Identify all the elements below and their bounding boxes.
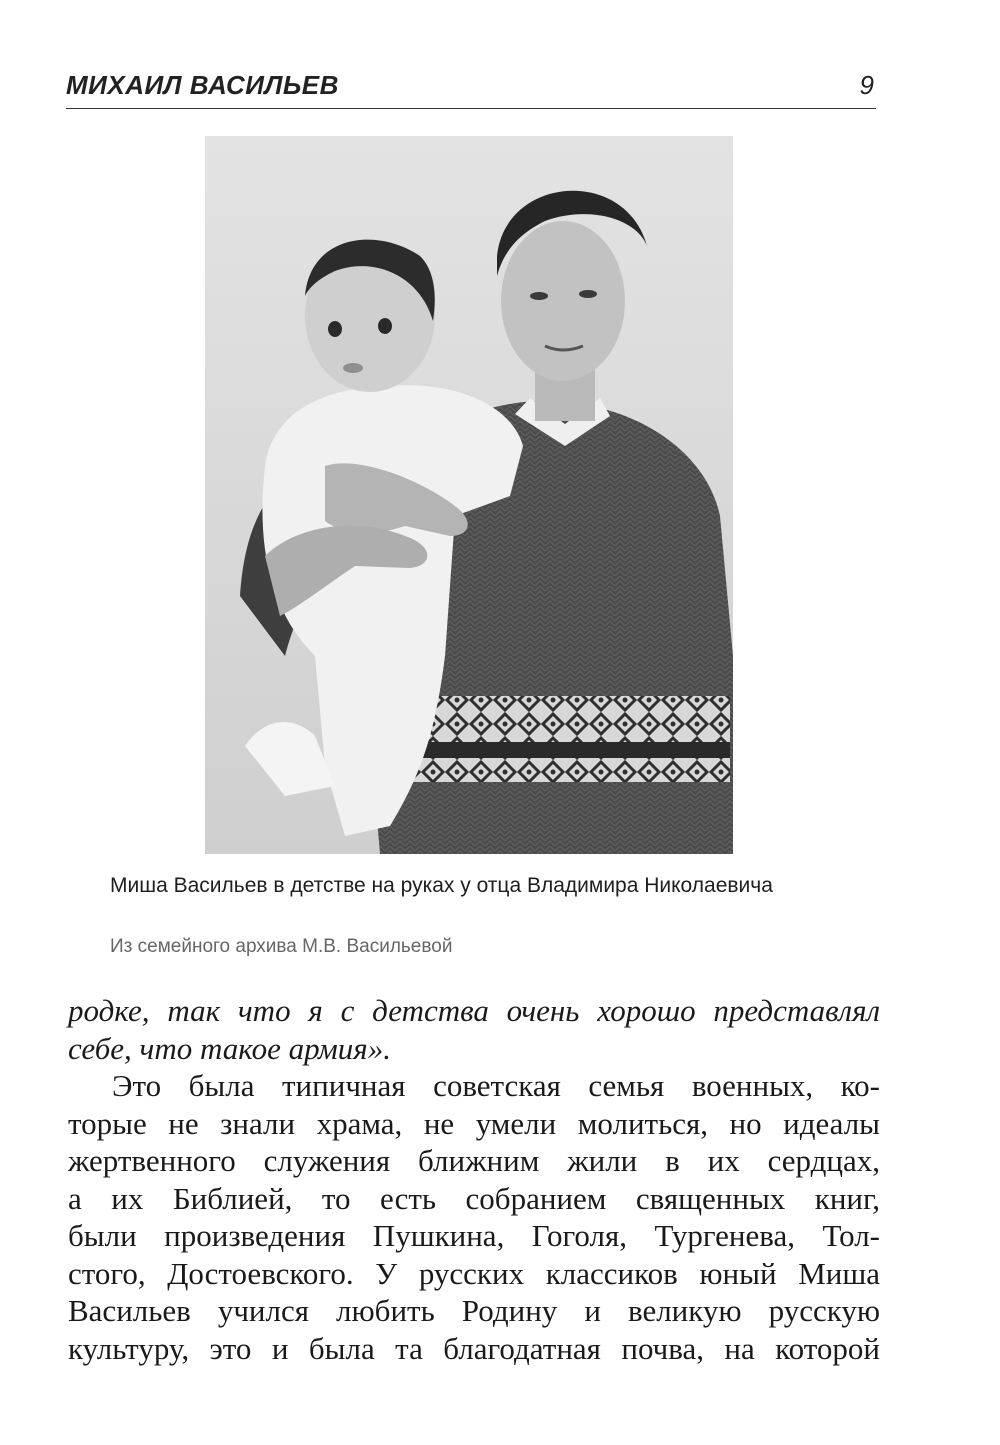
- quote-line: себе, что такое армия».: [68, 1030, 391, 1066]
- photo-illustration: [205, 136, 733, 854]
- figure-caption: Миша Васильев в детстве на руках у отца Владимира Николаевича: [110, 874, 773, 897]
- paragraph-line: культуру, это и была та благодатная почва, на которой: [68, 1330, 880, 1366]
- quote-line: родке, так что я с детства очень хорошо представлял: [68, 993, 880, 1028]
- paragraph-line: стого, Достоевского. У русских классиков юный Миша: [68, 1255, 880, 1291]
- paragraph-line: Васильев учился любить Родину и великую русскую: [68, 1293, 880, 1328]
- running-header-title: МИХАИЛ ВАСИЛЬЕВ: [66, 70, 339, 100]
- page-number: 9: [859, 70, 874, 100]
- paragraph-line: торые не знали храма, не умели молиться, но идеалы: [68, 1105, 880, 1141]
- paragraph-line: Это была типичная советская семья военных, ко-: [112, 1068, 880, 1103]
- body-text: [68, 992, 880, 1367]
- figure-credit: Из семейного архива М.В. Васильевой: [110, 936, 453, 957]
- running-header: [66, 68, 876, 109]
- photo-father-and-child: [205, 136, 733, 854]
- paragraph-line: жертвенного служения ближним жили в их сердцах,: [68, 1143, 880, 1178]
- paragraph-line: а их Библией, то есть собранием священных книг,: [68, 1180, 880, 1216]
- paragraph-line: были произведения Пушкина, Гоголя, Тургенева, Тол-: [68, 1218, 880, 1253]
